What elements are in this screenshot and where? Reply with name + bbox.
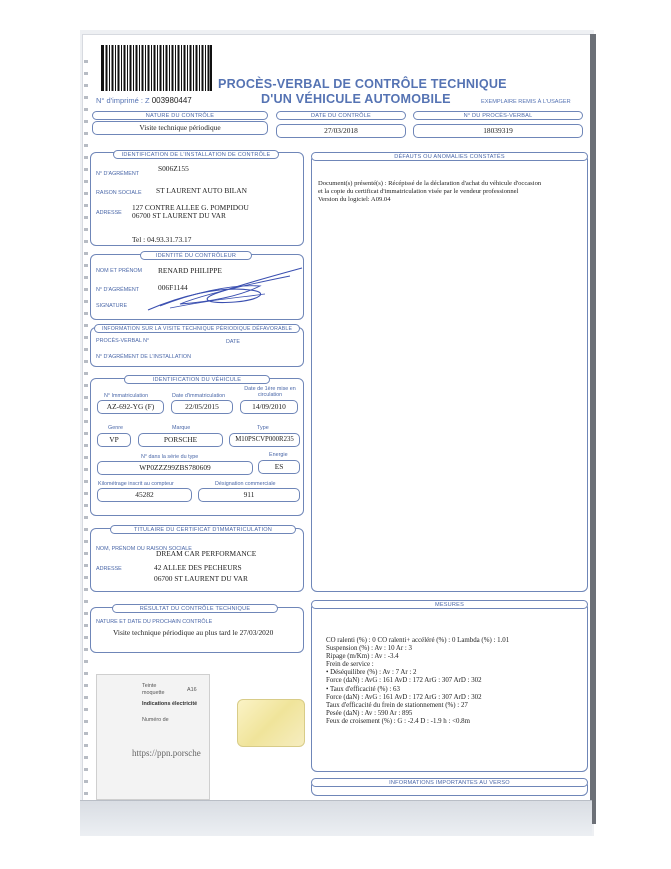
installation-tel: Tel : 04.93.31.73.17 [132, 235, 192, 244]
energie-value: ES [258, 460, 300, 474]
titulaire-adresse-line2: 06700 ST LAURENT DU VAR [154, 574, 248, 583]
visite-defavorable-box [90, 327, 304, 367]
installation-header: IDENTIFICATION DE L'INSTALLATION DE CONTRÔLE [113, 150, 279, 159]
resultat-value: Visite technique périodique au plus tard le 27/03/2020 [113, 628, 274, 637]
designation-value: 911 [198, 488, 300, 502]
km-value: 45282 [97, 488, 192, 502]
installation-agrement-label: N° D'AGRÉMENT [96, 171, 140, 177]
defauts-line2: et la copie du certificat d'immatriculation visée par le vendeur professionnel [318, 188, 519, 195]
barcode [101, 45, 212, 91]
indications-label: Indications électricité [142, 701, 198, 707]
date-controle-header: DATE DU CONTRÔLE [276, 111, 406, 120]
titulaire-adresse-label: ADRESSE [96, 566, 122, 572]
teinte-label: Teinte [142, 683, 157, 689]
titulaire-nom-label: NOM, PRÉNOM OU RAISON SOCIALE [96, 546, 192, 552]
sleeve-bottom-edge [80, 800, 592, 836]
type-label: Type [257, 425, 269, 431]
imprime-value: 003980447 [151, 96, 192, 105]
installation-adresse-label: ADRESSE [96, 210, 122, 216]
plastic-sleeve-edge [590, 34, 596, 824]
serie-label: N° dans la série du type [141, 454, 199, 460]
pv-number-value: 18039319 [413, 124, 583, 138]
mesure-line: Suspension (%) : Av : 10 Ar : 3 [326, 645, 413, 653]
raison-sociale-label: RAISON SOCIALE [96, 190, 142, 196]
imprime-label: N° d'imprimé : Z [96, 96, 150, 105]
genre-value: VP [97, 433, 131, 447]
exemplaire-label: EXEMPLAIRE REMIS À L'USAGER [481, 99, 571, 105]
date-immat-label: Date d'immatriculation [172, 393, 226, 399]
resultat-header: RÉSULTAT DU CONTRÔLE TECHNIQUE [112, 604, 278, 613]
defauts-line3: Version du logiciel: A09.04 [318, 196, 391, 203]
controleur-nom-label: NOM ET PRÉNOM [96, 268, 143, 274]
marque-label: Marque [172, 425, 191, 431]
signature-label: SIGNATURE [96, 303, 128, 309]
raison-sociale-value: ST LAURENT AUTO BILAN [156, 186, 247, 195]
controleur-agrement-label: N° D'AGRÉMENT [96, 287, 140, 293]
informations-header: INFORMATIONS IMPORTANTES AU VERSO [311, 778, 588, 787]
document-title-line1: PROCÈS-VERBAL DE CONTRÔLE TECHNIQUE [218, 77, 507, 91]
installation-adresse-line1: 127 CONTRE ALLEE G. POMPIDOU [132, 203, 249, 212]
vehicule-header: IDENTIFICATION DU VÉHICULE [124, 375, 270, 384]
hologram-sticker [237, 699, 305, 747]
installation-adresse-line2: 06700 ST LAURENT DU VAR [132, 211, 226, 220]
document-title-line2: D'UN VÉHICULE AUTOMOBILE [261, 92, 451, 106]
numero-label: Numéro de [142, 717, 169, 723]
visite-defavorable-pv-label: PROCÈS-VERBAL N° [96, 338, 150, 344]
installation-box [90, 152, 304, 246]
moquette-label: moquette [142, 690, 165, 696]
date-controle-value: 27/03/2018 [276, 124, 406, 138]
porsche-sticker-paper [96, 674, 210, 800]
visite-defavorable-date-label: DATE [226, 339, 240, 345]
handwritten-signature [140, 256, 305, 316]
mesure-line: Feux de croisement (%) : G : -2.4 D : -1.9 h : <0.8m [326, 717, 470, 725]
premiere-mise-label: Date de 1ère mise en circulation [244, 386, 296, 398]
genre-label: Genre [108, 425, 123, 431]
defauts-box [311, 154, 588, 592]
immat-value: AZ-692-YG (F) [97, 400, 164, 414]
imprime-number [96, 96, 192, 105]
nature-header: NATURE DU CONTRÔLE [92, 111, 268, 120]
date-immat-value: 22/05/2015 [171, 400, 233, 414]
mesure-line: Ripage (m/Km) : Av : -3.4 [326, 653, 399, 661]
mesure-line: Taux d'efficacité du frein de stationnement (%) : 27 [326, 701, 468, 709]
controleur-header: IDENTITÉ DU CONTRÔLEUR [140, 251, 252, 260]
visite-defavorable-agrement-label: N° D'AGRÉMENT DE L'INSTALLATION [96, 354, 191, 360]
marque-value: PORSCHE [138, 433, 223, 447]
mesure-line: • Déséquilibre (%) : Av : 7 Ar : 2 [326, 669, 417, 677]
mesure-line: Frein de service : [326, 661, 374, 669]
mesures-header: MESURES [311, 600, 588, 609]
serie-value: WP0ZZZ99ZBS780609 [97, 461, 253, 475]
titulaire-adresse-line1: 42 ALLEE DES PECHEURS [154, 563, 242, 572]
mesure-line: • Taux d'efficacité (%) : 63 [326, 685, 400, 693]
moquette-value: A16 [187, 687, 197, 693]
installation-agrement-value: S006Z155 [158, 164, 189, 173]
pv-number-header: N° DU PROCÈS-VERBAL [413, 111, 583, 120]
mesure-line: Force (daN) : AvG : 161 AvD : 172 ArG : 307 ArD : 302 [326, 693, 482, 701]
resultat-label: NATURE ET DATE DU PROCHAIN CONTRÔLE [96, 619, 213, 625]
type-value: M10PSCVP000R235 [229, 433, 300, 447]
energie-label: Energie [269, 452, 288, 458]
designation-label: Désignation commerciale [215, 481, 276, 487]
visite-defavorable-header: INFORMATION SUR LA VISITE TECHNIQUE PÉRIODIQUE DÉFAVORABLE [94, 324, 300, 333]
premiere-mise-value: 14/09/2010 [240, 400, 298, 414]
mesures-values [326, 637, 509, 726]
titulaire-nom-value: DREAM CAR PERFORMANCE [156, 549, 257, 558]
sleeve-perforations [84, 60, 88, 820]
mesure-line: Force (daN) : AvG : 161 AvD : 172 ArG : 307 ArD : 302 [326, 677, 482, 685]
km-label: Kilométrage inscrit au compteur [98, 481, 174, 487]
defauts-header: DÉFAUTS OU ANOMALIES CONSTATÉS [311, 152, 588, 161]
mesure-line: CO ralenti (%) : 0 CO ralenti+ accéléré (%) : 0 Lambda (%) : 1.01 [326, 637, 510, 644]
porsche-url: https://ppn.porsche [132, 748, 201, 758]
controleur-nom-value: RENARD PHILIPPE [158, 266, 222, 275]
immat-label: N° Immatriculation [104, 393, 149, 399]
defauts-line1: Document(s) présenté(s) : Récépissé de la déclaration d'achat du véhicule d'occasion [318, 180, 542, 187]
nature-value: Visite technique périodique [92, 121, 268, 135]
titulaire-header: TITULAIRE DU CERTIFICAT D'IMMATRICULATION [110, 525, 296, 534]
controleur-agrement-value: 006F1144 [158, 283, 188, 292]
mesure-line: Pesée (daN) : Av : 590 Ar : 895 [326, 709, 413, 717]
